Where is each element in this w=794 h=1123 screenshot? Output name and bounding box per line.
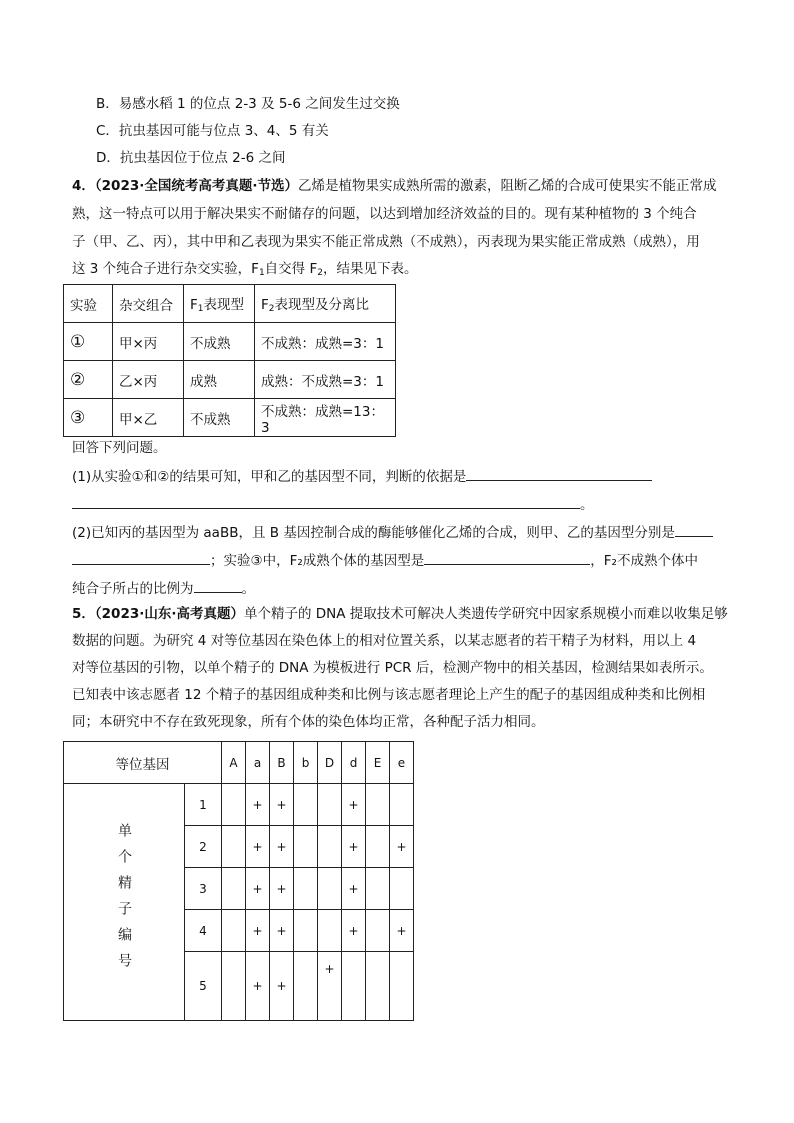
q5-line-3: 对等位基因的引物，以单个精子的 DNA 为模板进行 PCR 后，检测产物中的相关基因，检测结果如表所示。 bbox=[72, 660, 713, 676]
table-cell bbox=[390, 868, 414, 910]
table-cell: 不成熟：成熟=13：3 bbox=[255, 399, 396, 437]
row-label-text: 单个精子编号 bbox=[116, 822, 132, 979]
q5-source: （2023·山东·高考真题） bbox=[94, 606, 244, 622]
table-cell bbox=[318, 910, 342, 952]
answer-blank[interactable] bbox=[194, 578, 242, 593]
table-cell bbox=[366, 784, 390, 826]
q5-number: 5． bbox=[72, 606, 95, 622]
table-cell bbox=[222, 784, 246, 826]
q4-part-2 bbox=[72, 522, 713, 543]
q4-text: ，结果见下表。 bbox=[322, 261, 418, 277]
table-row bbox=[64, 399, 396, 437]
answer-blank[interactable] bbox=[466, 466, 652, 481]
q4-source: （2023·全国统考高考真题·节选） bbox=[94, 178, 298, 194]
q4-prompt: 回答下列问题。 bbox=[72, 440, 167, 456]
table-row bbox=[64, 323, 396, 361]
table-cell: ③ bbox=[64, 399, 113, 437]
table-cell: 成熟：不成熟=3：1 bbox=[255, 361, 396, 399]
table-cell bbox=[294, 826, 318, 868]
q4-text: 乙烯是植物果实成熟所需的激素，阻断乙烯的合成可使果实不能正常成 bbox=[298, 178, 717, 194]
q4-part-1 bbox=[72, 466, 652, 487]
sperm-id: 5 bbox=[185, 952, 222, 1021]
table-cell bbox=[366, 910, 390, 952]
table-header: $F_2$表现型及分离比 bbox=[255, 285, 396, 323]
table-corner: 等位基因 bbox=[64, 742, 222, 784]
table-header: 实验 bbox=[64, 285, 113, 323]
table-header-row bbox=[64, 285, 396, 323]
q5-text: 单个精子的 DNA 提取技术可解决人类遗传学研究中因家系规模小而难以收集足够 bbox=[244, 606, 728, 622]
table-cell: + bbox=[246, 910, 270, 952]
q4-part-1-text: (1)从实验①和②的结果可知，甲和乙的基因型不同，判断的依据是 bbox=[72, 469, 467, 485]
table-cell bbox=[342, 952, 366, 1021]
row-label bbox=[64, 784, 185, 1021]
table-cell bbox=[318, 868, 342, 910]
table-cell: + bbox=[246, 826, 270, 868]
q4-part-1-end: 。 bbox=[580, 497, 594, 513]
q4-part-2-cont bbox=[72, 550, 698, 571]
gene-header: d bbox=[342, 742, 366, 784]
table-cell: 甲×丙 bbox=[113, 323, 184, 361]
answer-blank[interactable] bbox=[424, 550, 590, 565]
q4-text: 这 3 个纯合子进行杂交实验，F bbox=[72, 261, 259, 277]
sperm-id: 4 bbox=[185, 910, 222, 952]
sperm-id: 2 bbox=[185, 826, 222, 868]
table-cell bbox=[318, 784, 342, 826]
q4-line-3: 子（甲、乙、丙），其中甲和乙表现为果实不能正常成熟（不成熟），丙表现为果实能正常成熟（成熟），用 bbox=[72, 234, 700, 250]
table-cell: + bbox=[342, 910, 366, 952]
q5-line-1 bbox=[72, 604, 728, 624]
gene-header: B bbox=[270, 742, 294, 784]
table-cell: + bbox=[342, 868, 366, 910]
gene-header: e bbox=[390, 742, 414, 784]
q5-line-5: 同；本研究中不存在致死现象，所有个体的染色体均正常，各种配子活力相同。 bbox=[72, 714, 545, 730]
answer-blank[interactable] bbox=[72, 494, 580, 509]
table-cell bbox=[366, 868, 390, 910]
table-cell bbox=[222, 826, 246, 868]
table-cell bbox=[294, 952, 318, 1021]
q4-part-2-text: ；实验③中，F₂成熟个体的基因型是 bbox=[210, 553, 425, 569]
table-row bbox=[64, 361, 396, 399]
q4-results-table bbox=[63, 284, 396, 437]
table-cell bbox=[222, 868, 246, 910]
q4-part-1-cont bbox=[72, 494, 594, 515]
table-cell: 乙×丙 bbox=[113, 361, 184, 399]
table-cell: + bbox=[246, 952, 270, 1021]
q4-text: 自交得 F bbox=[264, 261, 318, 277]
q4-part-2-text: (2)已知丙的基因型为 aaBB，且 B 基因控制合成的酶能够催化乙烯的合成，则甲、乙的基因型分别是 bbox=[72, 525, 675, 541]
table-cell: 不成熟 bbox=[184, 399, 255, 437]
q5-line-4: 已知表中该志愿者 12 个精子的基因组成种类和比例与该志愿者理论上产生的配子的基因组成种类和比例相 bbox=[72, 687, 706, 703]
table-cell: 不成熟 bbox=[184, 323, 255, 361]
gene-header: b bbox=[294, 742, 318, 784]
option-c: C．抗虫基因可能与位点 3、4、5 有关 bbox=[96, 123, 329, 139]
table-cell bbox=[222, 952, 246, 1021]
table-cell: + bbox=[246, 868, 270, 910]
table-cell: + bbox=[270, 910, 294, 952]
q5-line-2: 数据的问题。为研究 4 对等位基因在染色体上的相对位置关系，以某志愿者的若干精子为材料，用以上 4 bbox=[72, 633, 697, 649]
table-cell bbox=[366, 952, 390, 1021]
q4-number: 4． bbox=[72, 178, 95, 194]
table-cell: + bbox=[270, 784, 294, 826]
gene-header: E bbox=[366, 742, 390, 784]
answer-blank[interactable] bbox=[675, 522, 713, 537]
table-cell: + bbox=[270, 826, 294, 868]
table-cell bbox=[222, 910, 246, 952]
sperm-id: 3 bbox=[185, 868, 222, 910]
table-cell: + bbox=[318, 952, 342, 1021]
table-cell bbox=[318, 826, 342, 868]
table-cell bbox=[390, 952, 414, 1021]
q4-part-2-text: 纯合子所占的比例为 bbox=[72, 581, 194, 597]
table-cell: + bbox=[246, 784, 270, 826]
answer-blank[interactable] bbox=[72, 550, 210, 565]
sperm-id: 1 bbox=[185, 784, 222, 826]
option-b: B．易感水稻 1 的位点 2-3 及 5-6 之间发生过交换 bbox=[96, 96, 400, 112]
q4-part-2-text: ，F₂不成熟个体中 bbox=[590, 553, 698, 569]
table-header: 杂交组合 bbox=[113, 285, 184, 323]
table-cell: + bbox=[390, 826, 414, 868]
subscript: 1 bbox=[258, 268, 265, 278]
table-cell: + bbox=[390, 910, 414, 952]
subscript: 2 bbox=[317, 268, 323, 278]
table-cell: + bbox=[342, 826, 366, 868]
gene-header: A bbox=[222, 742, 246, 784]
q4-line-4 bbox=[72, 259, 417, 283]
q4-line-2: 熟，这一特点可以用于解决果实不耐储存的问题，以达到增加经济效益的目的。现有某种植物的 3 个纯合 bbox=[72, 206, 697, 222]
q5-sperm-gene-table bbox=[63, 741, 414, 1021]
q4-line-1 bbox=[72, 176, 717, 196]
table-header-row bbox=[64, 742, 414, 784]
q4-part-2-cont2 bbox=[72, 578, 255, 599]
table-cell: ① bbox=[64, 323, 113, 361]
option-d: D．抗虫基因位于位点 2-6 之间 bbox=[96, 150, 286, 166]
table-cell: 成熟 bbox=[184, 361, 255, 399]
table-cell: + bbox=[270, 952, 294, 1021]
table-cell bbox=[294, 868, 318, 910]
table-cell bbox=[366, 826, 390, 868]
table-cell bbox=[294, 910, 318, 952]
gene-header: a bbox=[246, 742, 270, 784]
table-cell: + bbox=[270, 868, 294, 910]
gene-header: D bbox=[318, 742, 342, 784]
table-header: $F_1$表现型 bbox=[184, 285, 255, 323]
table-row bbox=[64, 784, 414, 826]
table-cell: 甲×乙 bbox=[113, 399, 184, 437]
table-cell: + bbox=[342, 784, 366, 826]
table-cell: ② bbox=[64, 361, 113, 399]
table-cell bbox=[294, 784, 318, 826]
q4-part-2-end: 。 bbox=[241, 581, 255, 597]
table-cell: 不成熟：成熟=3：1 bbox=[255, 323, 396, 361]
table-cell bbox=[390, 784, 414, 826]
